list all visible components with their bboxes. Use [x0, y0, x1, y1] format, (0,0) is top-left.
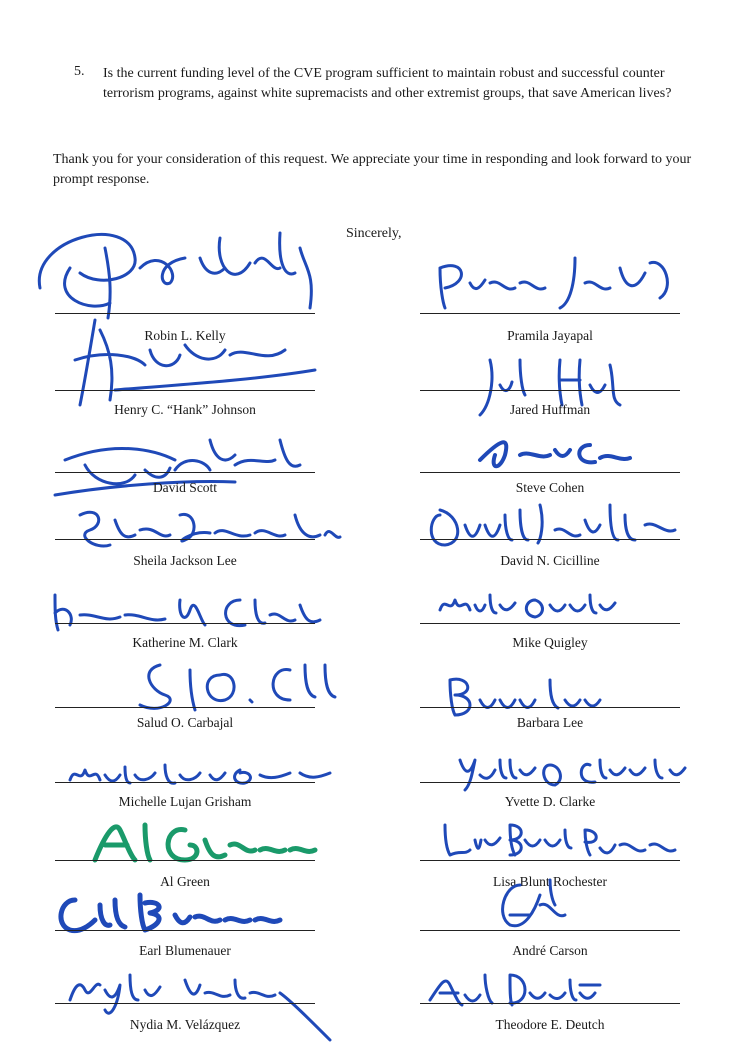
signature-line: [420, 472, 680, 473]
signature-block: [420, 410, 680, 500]
signature-block: [420, 660, 680, 740]
signatory-name: Salud O. Carbajal: [136, 715, 234, 730]
signature-line: [55, 472, 315, 473]
signature-line: [420, 782, 680, 783]
signature-block: [55, 660, 315, 740]
signature-nydia-velazquez: [60, 965, 340, 1055]
signature-line: [55, 313, 315, 314]
signature-block: [55, 820, 315, 900]
signature-line: [55, 390, 315, 391]
closing-paragraph: Thank you for your consideration of this request. We appreciate your time in responding and look forward to your prompt response.: [53, 152, 692, 187]
signatory-name: Pramila Jayapal: [507, 328, 593, 343]
signatory-name: Barbara Lee: [516, 715, 584, 730]
signature-line: [420, 930, 680, 931]
signatory-name: Yvette D. Clarke: [504, 794, 596, 809]
signatory-name: Lisa Blunt Rochester: [493, 874, 607, 889]
signature-block: [55, 410, 315, 500]
salutation: Sincerely,: [346, 226, 402, 241]
question-number: 5.: [74, 64, 85, 79]
signature-line: [55, 782, 315, 783]
signature-line: [420, 539, 680, 540]
signature-line: [420, 1003, 680, 1004]
signature-al-green: [75, 815, 335, 875]
signature-block: [420, 890, 680, 970]
signatory-name: Earl Blumenauer: [139, 943, 231, 958]
signatory-name: Jared Huffman: [509, 402, 591, 417]
signatory-name: Nydia M. Velázquez: [129, 1017, 241, 1032]
signature-line: [420, 707, 680, 708]
signature-block: [55, 585, 315, 665]
signatory-name: Steve Cohen: [515, 480, 585, 495]
signatory-name: Henry C. “Hank” Johnson: [114, 402, 256, 417]
signature-line: [55, 539, 315, 540]
signature-earl-blumenauer: [50, 885, 310, 945]
signature-block: [420, 750, 680, 830]
signatory-name: Michelle Lujan Grisham: [118, 794, 252, 809]
signatory-name: David Scott: [152, 480, 218, 495]
signature-line: [55, 707, 315, 708]
signature-line: [55, 623, 315, 624]
signature-block: [55, 495, 315, 575]
signature-line: [55, 1003, 315, 1004]
signature-block: [420, 495, 680, 575]
signature-line: [420, 623, 680, 624]
signature-block: [55, 890, 315, 970]
question-text: Is the current funding level of the CVE program sufficient to maintain robust and successful counter terrorism programs, against white supremacists and other extremist groups, that save American lives?: [103, 66, 672, 101]
signatory-name: Katherine M. Clark: [132, 635, 238, 650]
signatory-name: Mike Quigley: [512, 635, 588, 650]
signature-yvette-clarke: [450, 750, 730, 800]
signature-line: [55, 860, 315, 861]
signatory-name: Al Green: [160, 874, 210, 889]
signature-block: [420, 585, 680, 665]
signature-block: [420, 960, 680, 1040]
signature-line: [420, 390, 680, 391]
signature-robin-kelly: [10, 218, 310, 338]
signature-pramila-jayapal: [425, 248, 695, 328]
signature-block: [55, 960, 315, 1040]
signatory-name: Robin L. Kelly: [144, 328, 226, 343]
signature-line: [420, 313, 680, 314]
signature-block: [420, 820, 680, 900]
signature-block: [55, 750, 315, 830]
signatory-name: David N. Cicilline: [500, 553, 600, 568]
signature-theodore-deutch: [420, 965, 620, 1025]
signatory-name: Sheila Jackson Lee: [133, 553, 237, 568]
signatory-name: Theodore E. Deutch: [495, 1017, 605, 1032]
signatory-name: André Carson: [512, 943, 588, 958]
signature-line: [420, 860, 680, 861]
signature-lisa-blunt-rochester: [435, 820, 695, 870]
signature-line: [55, 930, 315, 931]
